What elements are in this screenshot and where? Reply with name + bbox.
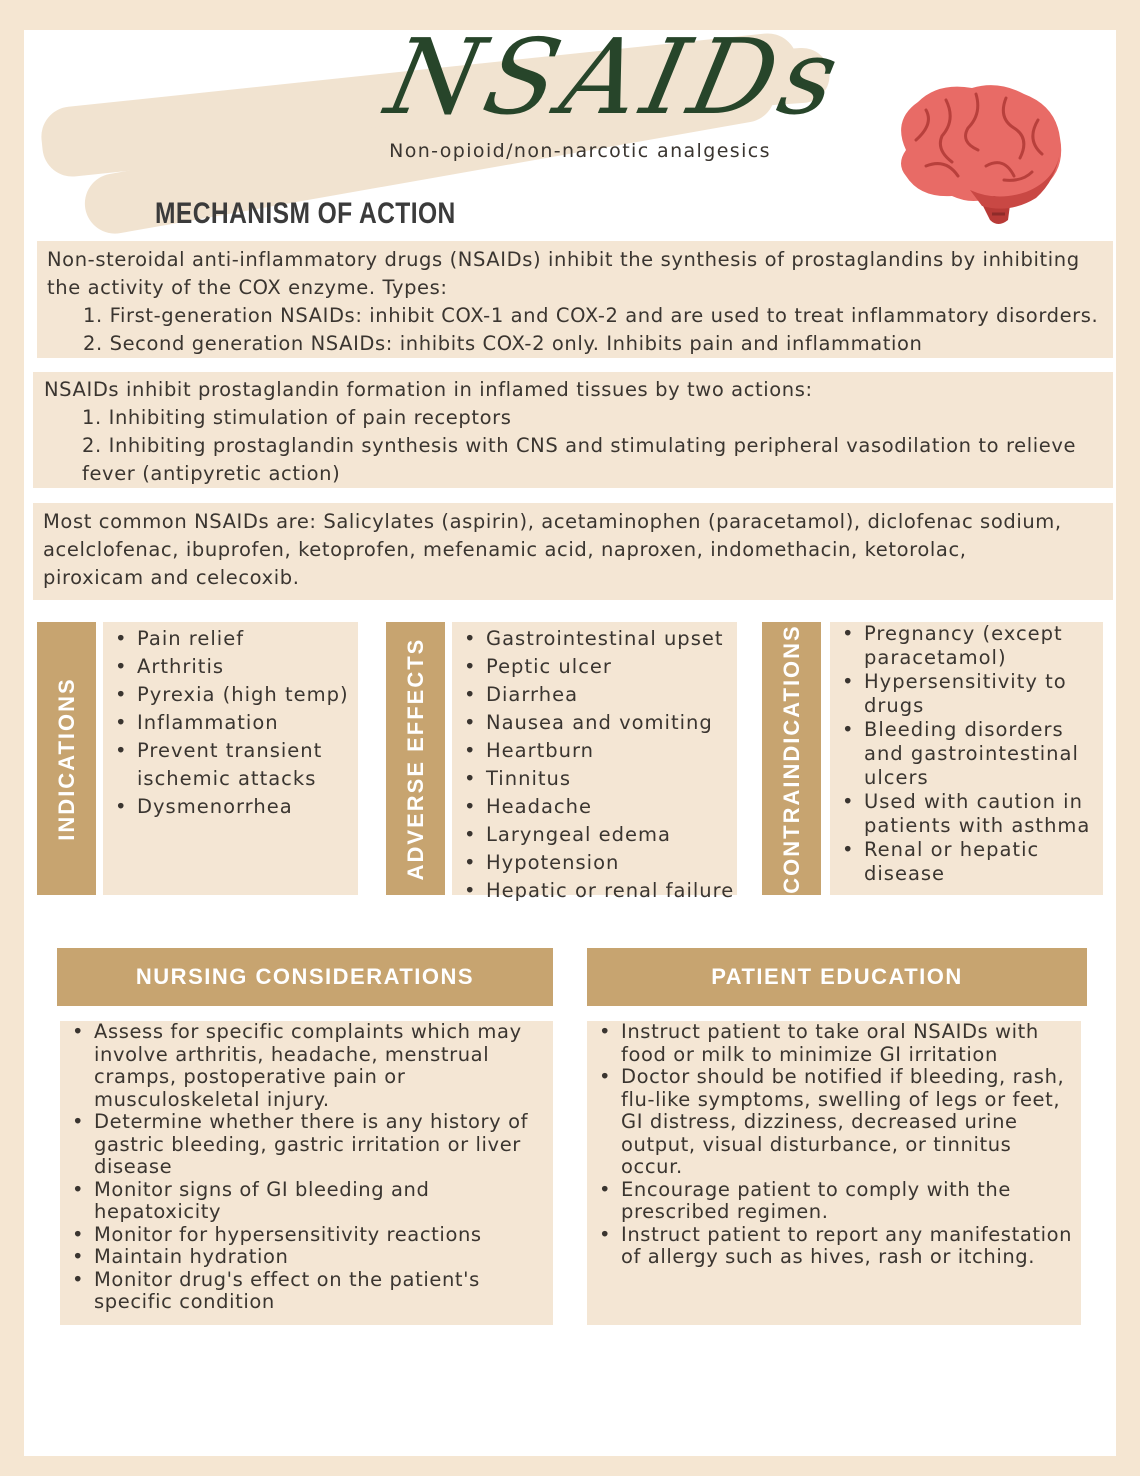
list-item: • Peptic ulcer	[452, 653, 737, 681]
list-item: • Nausea and vomiting	[452, 709, 737, 737]
list-item: • Inflammation	[103, 709, 358, 737]
list-item: • Assess for specific complaints which may involve arthritis, headache, menstrual cramps, postoperative pain or musculoskeletal injury.	[60, 1021, 535, 1111]
list-item: • Instruct patient to report any manifestation of allergy such as hives, rash or itching.	[587, 1224, 1077, 1269]
indications-label: INDICATIONS	[37, 622, 96, 895]
indications-list	[103, 622, 358, 895]
list-item: • Hypersensitivity to drugs	[830, 670, 1095, 718]
list-item: • Encourage patient to comply with the prescribed regimen.	[587, 1179, 1077, 1224]
contraindications-label: CONTRAINDICATIONS	[762, 622, 821, 895]
patient-education-heading: PATIENT EDUCATION	[587, 948, 1087, 1006]
list-item: • Maintain hydration	[60, 1246, 535, 1269]
common-nsaids-panel	[33, 503, 1113, 600]
list-item: • Renal or hepatic disease	[830, 838, 1095, 886]
mechanism-type-1: 1. First-generation NSAIDs: inhibit COX-1 and COX-2 and are used to treat inflammatory disorders.	[83, 304, 1099, 327]
nursing-considerations-heading: NURSING CONSIDERATIONS	[57, 948, 553, 1006]
list-item: • Dysmenorrhea	[103, 793, 358, 821]
nursing-considerations-list	[60, 1021, 553, 1325]
list-item: • Monitor for hypersensitivity reactions	[60, 1224, 535, 1247]
action-2: 2. Inhibiting prostaglandin synthesis with CNS and stimulating peripheral vasodilation to relieve fever (antipyretic action)	[82, 434, 1077, 485]
mechanism-type-2: 2. Second generation NSAIDs: inhibits COX-2 only. Inhibits pain and inflammation	[83, 332, 923, 355]
list-item: • Doctor should be notified if bleeding, rash, flu-like symptoms, swelling of legs or feet, GI distress, dizziness, decreased urine output, visual disturbance, or tinnitus occur.	[587, 1066, 1077, 1179]
actions-intro: NSAIDs inhibit prostaglandin formation in inflamed tissues by two actions:	[44, 378, 813, 401]
mechanism-types-panel	[37, 241, 1113, 358]
list-item: • Monitor drug's effect on the patient's specific condition	[60, 1269, 535, 1314]
list-item: • Prevent transient ischemic attacks	[103, 737, 358, 793]
mechanism-heading: MECHANISM OF ACTION	[155, 197, 456, 230]
common-nsaids-text: Most common NSAIDs are: Salicylates (aspirin), acetaminophen (paracetamol), diclofenac sodium, acelclofenac, ibuprofen, ketoprofen, mefenamic acid, naproxen, indomethacin, ketorolac, piroxicam and celecoxib.	[43, 510, 1062, 589]
list-item: • Pain relief	[103, 625, 358, 653]
adverse-effects-list	[452, 622, 737, 902]
list-item: • Diarrhea	[452, 681, 737, 709]
list-item: • Determine whether there is any history of gastric bleeding, gastric irritation or liver disease	[60, 1111, 535, 1179]
patient-education-list	[587, 1021, 1081, 1325]
page-subtitle: Non-opioid/non-narcotic analgesics	[389, 140, 771, 162]
list-item: • Monitor signs of GI bleeding and hepatoxicity	[60, 1179, 535, 1224]
contraindications-list	[830, 622, 1103, 895]
action-1: 1. Inhibiting stimulation of pain receptors	[82, 406, 512, 429]
list-item: • Headache	[452, 793, 737, 821]
mechanism-intro: Non-steroidal anti-inflammatory drugs (NSAIDs) inhibit the synthesis of prostaglandins by inhibiting the activity of the COX enzyme. Types:	[47, 248, 1080, 299]
list-item: • Used with caution in patients with asthma	[830, 790, 1095, 838]
mechanism-actions-panel	[33, 372, 1113, 488]
list-item: • Arthritis	[103, 653, 358, 681]
list-item: • Heartburn	[452, 737, 737, 765]
list-item: • Gastrointestinal upset	[452, 625, 737, 653]
list-item: • Hypotension	[452, 849, 737, 877]
list-item: • Pyrexia (high temp)	[103, 681, 358, 709]
adverse-effects-label: ADVERSE EFFECTS	[386, 622, 445, 895]
list-item: • Instruct patient to take oral NSAIDs with food or milk to minimize GI irritation	[587, 1021, 1077, 1066]
list-item: • Hepatic or renal failure	[452, 877, 737, 905]
list-item: • Bleeding disorders and gastrointestinal ulcers	[830, 718, 1095, 790]
list-item: • Pregnancy (except paracetamol)	[830, 622, 1095, 670]
brain-icon	[886, 80, 1068, 230]
list-item: • Tinnitus	[452, 765, 737, 793]
page-title: NSAIDs	[377, 16, 855, 138]
list-item: • Laryngeal edema	[452, 821, 737, 849]
